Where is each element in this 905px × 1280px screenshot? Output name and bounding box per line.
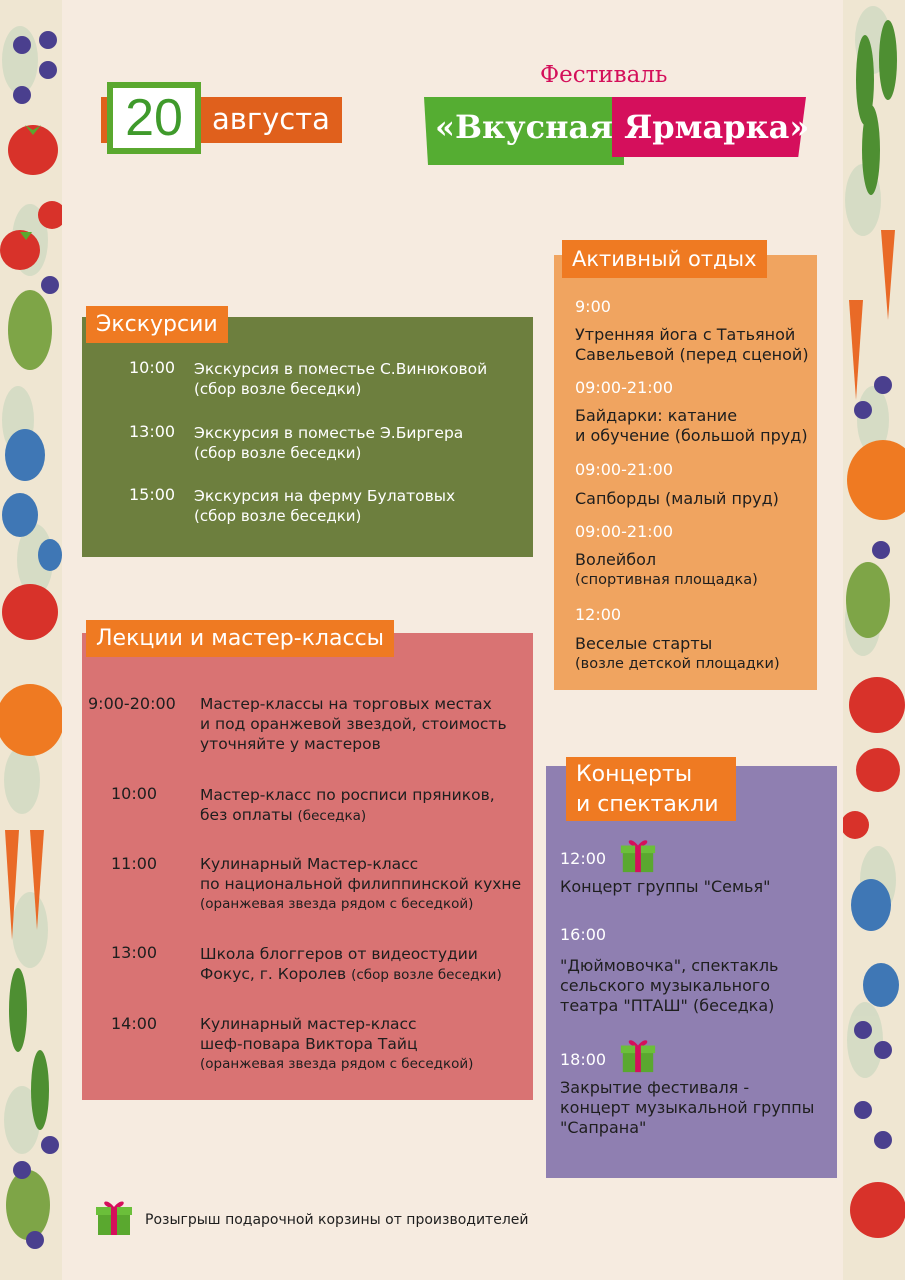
pumpkin-icon (847, 440, 905, 520)
concert-text (560, 1078, 814, 1138)
lecture-line: уточняйте у мастеров (200, 735, 381, 753)
lecture-text (200, 1014, 473, 1074)
festival-label: Фестиваль (540, 62, 668, 88)
concert-line: "Сапрана" (560, 1118, 647, 1137)
excursion-name: Экскурсия в поместье С.Винюковой (194, 360, 488, 378)
right-vegetable-border (843, 0, 905, 1280)
lecture-line: Фокус, г. Королев (сбор возле беседки) (200, 965, 502, 983)
excursion-time: 10:00 (129, 358, 176, 377)
footer-note: Розыгрыш подарочной корзины от производителей (145, 1212, 529, 1228)
active-line: (спортивная площадка) (575, 572, 758, 588)
excursion-text (194, 486, 455, 526)
lecture-line: Школа блоггеров от видеостудии (200, 945, 478, 963)
concert-line: Закрытие фестиваля - (560, 1078, 750, 1097)
excursion-time: 15:00 (129, 485, 176, 504)
lecture-line: Мастер-классы на торговых местах (200, 695, 492, 713)
pumpkin-icon (0, 684, 62, 756)
lecture-line: по национальной филиппинской кухне (200, 875, 522, 893)
left-vegetable-border (0, 0, 62, 1280)
active-text (575, 325, 809, 365)
lecture-time: 14:00 (111, 1014, 158, 1033)
concert-line: "Дюймовочка", спектакль (560, 956, 779, 975)
concert-time: 12:00 (560, 849, 607, 868)
lecture-time: 9:00-20:00 (88, 694, 176, 713)
lecture-note: (беседка) (297, 808, 367, 824)
active-text (575, 550, 758, 590)
excursion-note: (сбор возле беседки) (194, 444, 362, 462)
excursion-text (194, 359, 487, 399)
pear-icon (846, 562, 890, 638)
lecture-text (200, 694, 507, 754)
active-time: 09:00-21:00 (575, 522, 673, 541)
concert-text (560, 877, 770, 897)
active-text (575, 406, 808, 446)
concert-text (560, 956, 778, 1016)
carrot-icon (849, 230, 895, 400)
active-time: 09:00-21:00 (575, 460, 673, 479)
tomato-icon (843, 677, 905, 1238)
lecture-line: Мастер-класс по росписи пряников, (200, 786, 495, 804)
active-text (575, 634, 780, 674)
excursion-note: (сбор возле беседки) (194, 380, 362, 398)
concerts-title-line: Концерты (576, 762, 693, 787)
lecture-time: 11:00 (111, 854, 158, 873)
lecture-time: 13:00 (111, 943, 158, 962)
gift-icon (619, 1036, 657, 1074)
active-time: 9:00 (575, 297, 611, 316)
active-text (575, 489, 779, 509)
concert-time: 16:00 (560, 925, 607, 944)
concert-line: театра "ПТАШ" (беседка) (560, 996, 775, 1015)
concert-line: Концерт группы "Семья" (560, 877, 771, 896)
active-title: Активный отдых (562, 240, 767, 278)
excursion-time: 13:00 (129, 422, 176, 441)
lecture-line: без оплаты (беседка) (200, 806, 367, 824)
gift-icon (619, 836, 657, 874)
active-time: 12:00 (575, 605, 622, 624)
excursion-name: Экскурсия в поместье Э.Биргера (194, 424, 464, 442)
concerts-title-line: и спектакли (576, 792, 719, 817)
active-line: Сапборды (малый пруд) (575, 489, 779, 508)
lecture-line: Кулинарный мастер-класс (200, 1015, 417, 1033)
lecture-text (200, 944, 502, 985)
festival-title-part2: Ярмарка» (624, 108, 810, 146)
active-time: 09:00-21:00 (575, 378, 673, 397)
lecture-time: 10:00 (111, 784, 158, 803)
lectures-title: Лекции и мастер-классы (86, 620, 394, 657)
festival-title (435, 108, 809, 146)
lecture-line: шеф-повара Виктора Тайц (200, 1035, 418, 1053)
lecture-text (200, 854, 521, 914)
festival-title-part1: «Вкусная (435, 108, 613, 146)
excursions-title: Экскурсии (86, 306, 228, 343)
lecture-note: (оранжевая звезда рядом с беседкой) (200, 896, 474, 912)
gift-icon (94, 1197, 134, 1237)
lecture-line: Кулинарный Мастер-класс (200, 855, 419, 873)
lecture-note: (оранжевая звезда рядом с беседкой) (200, 1056, 474, 1072)
active-line: Веселые старты (575, 634, 713, 653)
excursion-text (194, 423, 463, 463)
active-line: Савельевой (перед сценой) (575, 345, 809, 364)
concert-line: сельского музыкального (560, 976, 771, 995)
lecture-line: и под оранжевой звездой, стоимость (200, 715, 507, 733)
excursion-note: (сбор возле беседки) (194, 507, 362, 525)
concerts-title (566, 757, 736, 821)
date-day: 20 (107, 82, 201, 154)
excursion-name: Экскурсия на ферму Булатовых (194, 487, 456, 505)
concert-time: 18:00 (560, 1050, 607, 1069)
active-line: Волейбол (575, 550, 657, 569)
date-month: августа (212, 102, 330, 136)
active-line: Утренняя йога с Татьяной (575, 325, 796, 344)
concert-line: концерт музыкальной группы (560, 1098, 815, 1117)
lecture-text (200, 785, 495, 826)
active-line: (возле детской площадки) (575, 656, 780, 672)
active-line: Байдарки: катание (575, 406, 738, 425)
vegetable-pattern-left (0, 0, 62, 1280)
active-line: и обучение (большой пруд) (575, 426, 808, 445)
lecture-note: (сбор возле беседки) (351, 967, 502, 983)
vegetable-pattern-right (843, 0, 905, 1280)
